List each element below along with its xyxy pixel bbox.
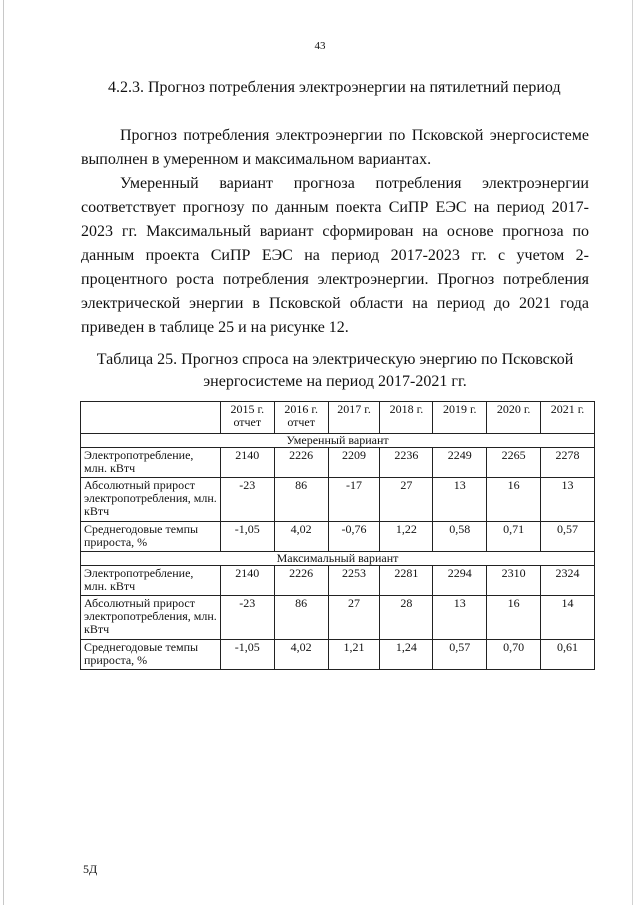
table-cell: 1,21 (328, 640, 380, 670)
table-row (81, 640, 595, 670)
table-corner-cell (81, 402, 221, 434)
year-header: 2020 г. (487, 402, 541, 434)
table-cell: 0,58 (433, 522, 487, 552)
year-header: 2015 г. отчет (220, 402, 274, 434)
table-cell: 14 (541, 596, 595, 640)
year-header: 2019 г. (433, 402, 487, 434)
table-cell: 86 (274, 596, 328, 640)
row-label: Абсолютный прирост электропотребления, млн. кВтч (81, 596, 221, 640)
section-title-row (81, 434, 595, 448)
year-header: 2016 г. отчет (274, 402, 328, 434)
table-cell: 13 (541, 478, 595, 522)
table-cell: 0,71 (487, 522, 541, 552)
row-label: Электропотребление, млн. кВтч (81, 448, 221, 478)
table-cell: 4,02 (274, 522, 328, 552)
table-cell: -17 (328, 478, 380, 522)
table-cell: -1,05 (220, 640, 274, 670)
table-row (81, 566, 595, 596)
table-cell: 16 (487, 478, 541, 522)
scan-edge-right (632, 0, 633, 905)
table-cell: 2209 (328, 448, 380, 478)
row-label: Абсолютный прирост электропотребления, млн. кВтч (81, 478, 221, 522)
table-cell: 27 (328, 596, 380, 640)
table-cell: 0,57 (541, 522, 595, 552)
year-header: 2018 г. (380, 402, 433, 434)
paragraph-1: Прогноз потребления электроэнергии по Псковской энергосистеме выполнен в умеренном и максимальном вариантах. (81, 127, 589, 168)
section-heading: 4.2.3. Прогноз потребления электроэнергии на пятилетний период (108, 79, 561, 96)
table-row (81, 448, 595, 478)
table-cell: -1,05 (220, 522, 274, 552)
table-row (81, 522, 595, 552)
table-cell: 2236 (380, 448, 433, 478)
table-cell: -0,76 (328, 522, 380, 552)
table-row (81, 596, 595, 640)
table-caption-line-1: Таблица 25. Прогноз спроса на электрическую энергию по Псковской (96, 351, 574, 368)
section-title: Максимальный вариант (81, 552, 595, 566)
section-title: Умеренный вариант (81, 434, 595, 448)
table-cell: -23 (220, 478, 274, 522)
table-cell: 13 (433, 596, 487, 640)
table-cell: 0,70 (487, 640, 541, 670)
table-cell: 2253 (328, 566, 380, 596)
table-cell: 1,24 (380, 640, 433, 670)
table-cell: 2140 (220, 448, 274, 478)
table-cell: 2249 (433, 448, 487, 478)
table-cell: 28 (380, 596, 433, 640)
table-cell: 0,61 (541, 640, 595, 670)
footer-mark: 5Д (83, 862, 98, 876)
table-cell: 2310 (487, 566, 541, 596)
table-cell: 0,57 (433, 640, 487, 670)
table-cell: 16 (487, 596, 541, 640)
row-label: Среднегодовые темпы прироста, % (81, 522, 221, 552)
table-cell: -23 (220, 596, 274, 640)
table-cell: 13 (433, 478, 487, 522)
table-caption (81, 349, 589, 393)
page-number: 43 (314, 40, 326, 52)
table-header-row (81, 402, 595, 434)
table-row (81, 478, 595, 522)
scan-edge-left (3, 0, 4, 905)
row-label: Среднегодовые темпы прироста, % (81, 640, 221, 670)
table-cell: 2294 (433, 566, 487, 596)
paragraph-2: Умеренный вариант прогноза потребления электроэнергии соответствует прогнозу по данным поекта СиПР ЕЭС на период 2017-2023 гг. Максимальный вариант сформирован на основе прогноза по данным проекта СиПР ЕЭС на период 2017-2023 гг. с учетом 2-процентного роста потребления электроэнергии. Прогноз потребления электрической энергии в Псковской области на период до 2021 года приведен в таблице 25 и на рисунке 12. (81, 175, 589, 336)
section-title-row (81, 552, 595, 566)
table-cell: 2226 (274, 566, 328, 596)
table-cell: 2140 (220, 566, 274, 596)
table-cell: 1,22 (380, 522, 433, 552)
table-cell: 4,02 (274, 640, 328, 670)
table-caption-line-2: энергосистеме на период 2017-2021 гг. (203, 373, 467, 390)
forecast-table (80, 401, 595, 670)
year-header: 2017 г. (328, 402, 380, 434)
table-cell: 2265 (487, 448, 541, 478)
table-cell: 27 (380, 478, 433, 522)
table-cell: 2226 (274, 448, 328, 478)
row-label: Электропотребление, млн. кВтч (81, 566, 221, 596)
table-cell: 86 (274, 478, 328, 522)
year-header: 2021 г. (541, 402, 595, 434)
table-cell: 2281 (380, 566, 433, 596)
table-cell: 2278 (541, 448, 595, 478)
table-cell: 2324 (541, 566, 595, 596)
